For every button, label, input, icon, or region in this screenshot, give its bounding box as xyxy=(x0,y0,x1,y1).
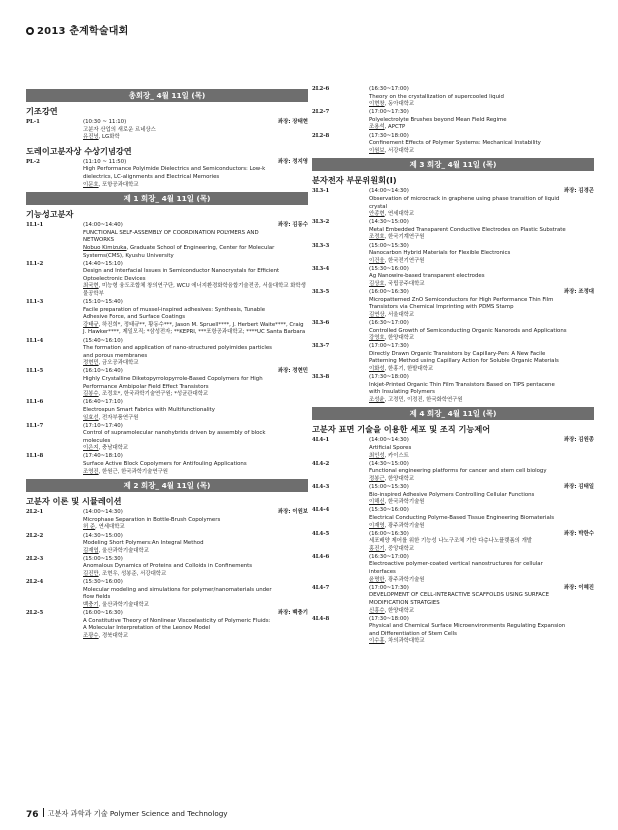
entry-time-row xyxy=(369,374,594,382)
entry-authors: 유진녕, LG화학 xyxy=(83,134,120,141)
program-entry xyxy=(312,133,594,156)
entry-code: 4L4-2 xyxy=(312,460,330,467)
presenter-name: 조광수 xyxy=(83,632,99,639)
entry-time-row xyxy=(83,423,308,431)
entry-title-line: Artificial Spores xyxy=(369,445,412,452)
program-entry xyxy=(26,261,308,299)
entry-authors: 이원보, 서강대학교 xyxy=(369,147,415,154)
entry-time: (17:30~18:00) xyxy=(369,132,409,139)
entry-code: 2L2-7 xyxy=(312,109,330,116)
entry-code: 1L1-2 xyxy=(26,260,44,267)
entry-title-line: Patterning Method using Capillary Action for Soluble Organic Materials xyxy=(369,358,559,365)
entry-code: 1L1-8 xyxy=(26,453,44,460)
entry-authors: 김상호, 국립공주대학교 xyxy=(369,280,425,287)
entry-time: (17:00~17:30) xyxy=(369,109,409,116)
program-entry xyxy=(312,616,594,646)
entry-time-row xyxy=(369,554,594,562)
presenter-name: 정봉근 xyxy=(369,475,385,482)
presenter-name: 유진녕 xyxy=(83,134,99,141)
presenter-name: 정현민 xyxy=(83,360,99,367)
chair-label: 좌장: 이원보 xyxy=(277,509,308,516)
entry-authors: 이은지, 충남대학교 xyxy=(83,445,129,452)
entry-time: (15:10~15:40) xyxy=(83,299,123,306)
entry-title-line: Micropatterned ZnO Semiconductors for High Performance Thin Film xyxy=(369,296,554,303)
footer-divider xyxy=(43,808,44,817)
program-entry xyxy=(312,86,594,109)
entry-title-line: Control of supramolecular nanohybrids driven by assembly of block xyxy=(83,430,266,437)
program-entry xyxy=(312,289,594,319)
presenter-name: 이문호 xyxy=(83,181,99,188)
section-title: 분자전자 부문위원회(I) xyxy=(312,175,397,186)
entry-time-row xyxy=(369,616,594,624)
entry-code: 4L4-3 xyxy=(312,484,330,491)
entry-title-line: Optoelectronic Devices xyxy=(83,275,146,282)
entry-title-line: interfaces xyxy=(369,569,396,576)
entry-title-line: Metal Embedded Transparent Conductive Electrodes on Plastic Substrate xyxy=(369,226,566,233)
program-entry xyxy=(26,579,308,609)
program-entry xyxy=(312,109,594,132)
entry-code: 2L2-5 xyxy=(26,609,44,616)
entry-time: (15:30~16:00) xyxy=(83,579,123,586)
entry-time: (16:00~16:30) xyxy=(369,289,409,296)
program-entry xyxy=(26,338,308,368)
entry-code: 3L3-7 xyxy=(312,343,330,350)
presenter-name: 백충기 xyxy=(83,601,99,608)
presenter-name: Nobuo Kimizuka xyxy=(83,244,127,251)
entry-code: 2L2-1 xyxy=(26,509,44,516)
entry-title-line: A Constitutive Theory of Nonlinear Viscoelasticity of Polymeric Fluids: xyxy=(83,617,271,624)
entry-time-row xyxy=(369,484,594,492)
entry-authors: 조정호, 한국기계연구원 xyxy=(369,234,425,241)
entry-time-row xyxy=(369,437,594,445)
entry-authors: 백충기, 울산과학기술대학교 xyxy=(83,601,149,608)
entry-title-line: Electrospun Smart Fabrics with Multifunctionality xyxy=(83,406,215,413)
presenter-name: 허 준 xyxy=(83,524,96,531)
entry-time-row xyxy=(369,289,594,297)
entry-title-line: Facile preparation of mussel-inspired adhesives: Synthesis, Tunable xyxy=(83,306,266,313)
entry-code: 3L3-3 xyxy=(312,242,330,249)
entry-title-line: with Insulating Polymers xyxy=(369,389,435,396)
presenter-name: 조성윤 xyxy=(369,396,385,403)
entry-title-line: Adhesive Force, and Surface Coatings xyxy=(83,314,186,321)
entry-time: (16:30~17:00) xyxy=(369,319,409,326)
entry-time-row xyxy=(369,266,594,274)
entry-code: 3L3-2 xyxy=(312,219,330,226)
chair-label: 좌장: 김동수 xyxy=(277,222,308,229)
program-entry xyxy=(312,585,594,615)
entry-time: (14:40~15:10) xyxy=(83,260,123,267)
chair-label: 좌장: 김태일 xyxy=(563,484,594,491)
entry-time-row xyxy=(369,133,594,141)
entry-title-line: Functional engineering platforms for cancer and stem cell biology xyxy=(369,468,547,475)
entry-time-row xyxy=(83,119,308,127)
entry-title-line: Polyelectrolyte Brushes beyond Mean Field Regime xyxy=(369,116,507,123)
entry-title-line: and Differentiation of Stem Cells xyxy=(369,630,457,637)
program-entry xyxy=(312,219,594,242)
presenter-name: 조용석 xyxy=(369,124,385,131)
session-banner: 제 1 회장_ 4월 11일 (목) xyxy=(26,192,308,205)
entry-authors: 강태규, 하진희*, 정태규**, 황동수***, Jason M. Spruell****, J. Herbert Waite****, Craig J. Hawker****, 제일모직; *삼성전자; **KEPRI, ***포항공과대학교; ****UC Santa Barbara xyxy=(83,321,306,336)
entry-code: 3L3-8 xyxy=(312,374,330,381)
presenter-name: 김봉수 xyxy=(83,391,99,398)
entry-time: (14:00~14:30) xyxy=(83,509,123,516)
entry-title-line: Modeling Short Polymers:An Integral Method xyxy=(83,540,204,547)
entry-title-line: Theory on the crystallization of supercooled liquid xyxy=(369,93,504,100)
entry-time: (16:40~17:10) xyxy=(83,399,123,406)
presenter-name: 김상호 xyxy=(369,280,385,287)
session-banner: 총회장_ 4월 11일 (목) xyxy=(26,89,308,102)
entry-time-row xyxy=(83,338,308,346)
entry-time-row xyxy=(83,509,308,517)
entry-code: 4L4-5 xyxy=(312,530,330,537)
presenter-name: 최국현 xyxy=(83,283,99,290)
entry-time: (16:30~17:00) xyxy=(369,553,409,560)
presenter-name: 강태규 xyxy=(83,321,99,328)
entry-title-line: Directly Drawn Organic Transistors by Capillary-Pen: A New Facile xyxy=(369,350,546,357)
section-title: 고분자 이론 및 시뮬레이션 xyxy=(26,496,122,507)
presenter-name: 조영진 xyxy=(83,468,99,475)
entry-code: 4L4-8 xyxy=(312,615,330,622)
entry-title-line: Microphase Separation in Bottle-Brush Copolymers xyxy=(83,516,221,523)
conference-title: 2013 춘계학술대회 xyxy=(37,26,129,37)
program-entry xyxy=(312,266,594,289)
entry-time: (16:30~17:00) xyxy=(369,86,409,92)
program-entry xyxy=(26,119,308,142)
section-title: 도레이고분자상 수상기념강연 xyxy=(26,145,132,156)
program-entry xyxy=(26,556,308,579)
program-entry xyxy=(312,507,594,530)
program-entry xyxy=(26,453,308,476)
entry-code: 1L1-5 xyxy=(26,368,44,375)
entry-code: 4L4-1 xyxy=(312,437,330,444)
presenter-name: 이현창 xyxy=(369,101,385,108)
entry-title-line: Controlled Growth of Semiconducting Organic Nanorods and Applications xyxy=(369,327,567,334)
entry-time: (14:00~14:30) xyxy=(369,437,409,444)
entry-time: (17:30~18:00) xyxy=(369,374,409,381)
page-number: 76 xyxy=(26,810,39,820)
presenter-name: 이해신 xyxy=(369,499,385,506)
entry-authors: 최국현, 미능형 융도조합체 창의연구단, WCU 에너지환경화학융합기술전공, 서울대학교 화학생물공학부 xyxy=(83,283,306,297)
entry-code: 3L3-6 xyxy=(312,319,330,326)
entry-time: (16:10~16:40) xyxy=(83,368,123,375)
program-entry xyxy=(312,461,594,484)
program-entry xyxy=(312,437,594,460)
entry-time-row xyxy=(369,109,594,117)
session-banner: 제 3 회장_ 4월 11일 (목) xyxy=(312,158,594,171)
program-entry xyxy=(26,368,308,398)
entry-code: PL-2 xyxy=(26,158,40,165)
entry-authors: 이수홍, 차의과학대학교 xyxy=(369,638,425,645)
entry-time: (17:00~17:30) xyxy=(369,343,409,350)
entry-authors: 김연상, 서울대학교 xyxy=(369,311,415,318)
chair-label: 좌장: 정현민 xyxy=(277,368,308,375)
entry-authors: 강영호, 한양대학교 xyxy=(369,335,415,342)
circle-bullet-icon xyxy=(26,27,34,35)
entry-time-row xyxy=(83,579,308,587)
presenter-name: 김재엽 xyxy=(83,547,99,554)
program-entry xyxy=(26,399,308,422)
entry-code: 4L4-7 xyxy=(312,584,330,591)
entry-title-line: dielectrics, LC-alignments and Electrical Memories xyxy=(83,173,220,180)
entry-title-line: Highly Crystalline Diketopyrrolopyrrole-Based Copolymers for High xyxy=(83,376,263,383)
presenter-name: 홍진기 xyxy=(369,545,385,552)
chair-label: 좌장: 백충기 xyxy=(277,609,308,616)
entry-title-line: Nanocarbon Hybrid Materials for Flexible Electronics xyxy=(369,250,511,257)
session-banner: 제 4 회장_ 4월 11일 (목) xyxy=(312,407,594,420)
entry-title-line: Physical and Chemical Surface Microenvironments Regulating Expansion xyxy=(369,623,566,630)
entry-time: (14:30~15:00) xyxy=(369,460,409,467)
presenter-name: 김진만 xyxy=(83,571,99,577)
entry-title-line: Performance Ambipolar Field Effect Transistors xyxy=(83,383,209,390)
entry-authors: 김재엽, 울산과학기술대학교 xyxy=(83,547,149,554)
entry-time-row xyxy=(83,222,308,230)
entry-title-line: crystal xyxy=(369,203,388,210)
entry-time-row xyxy=(83,399,308,407)
entry-time-row xyxy=(369,86,594,94)
presenter-name: 이원보 xyxy=(369,147,385,154)
entry-time: (15:00~15:30) xyxy=(83,555,123,562)
entry-time-row xyxy=(369,507,594,515)
program-entry xyxy=(312,531,594,554)
entry-code: PL-1 xyxy=(26,119,40,125)
presenter-name: 윤명한 xyxy=(369,576,385,583)
entry-authors: 이화성, 한홍기, 한밭대학교 xyxy=(369,366,434,372)
entry-time: (15:30~16:00) xyxy=(369,507,409,514)
program-entry xyxy=(312,554,594,584)
program-entry xyxy=(26,533,308,556)
entry-title-line: Ag Nanowire-based transparent electrodes xyxy=(369,273,485,280)
entry-authors: 정현민, 금오공과대학교 xyxy=(83,360,139,367)
entry-time-row xyxy=(369,188,594,196)
presenter-name: 강영호 xyxy=(369,335,385,342)
entry-title-line: Anomalous Dynamics of Proteins and Colloids in Confinements xyxy=(83,563,253,570)
entry-authors: 이건웅, 한국전기연구원 xyxy=(369,257,425,264)
entry-code: 1L1-6 xyxy=(26,399,44,406)
presenter-name: 이재영 xyxy=(369,522,385,529)
section-title: 기능성고분자 xyxy=(26,209,74,220)
entry-code: 3L3-5 xyxy=(312,289,330,296)
entry-code: 3L3-1 xyxy=(312,188,330,195)
entry-title-line: Electrical Conducting Polyme-Based Tissue Engineering Biomaterials xyxy=(369,514,555,521)
entry-title-line: FUNCTIONAL SELF-ASSEMBLY OF COORDINATION POLYMERS AND xyxy=(83,229,259,236)
entry-time-row xyxy=(369,531,594,539)
entry-time: (14:00~14:30) xyxy=(369,188,409,195)
entry-time-row xyxy=(83,453,308,461)
entry-title-line: Inkjet-Printed Organic Thin Film Transistors Based on TIPS pentacene xyxy=(369,381,555,388)
entry-time-row xyxy=(369,461,594,469)
program-entry xyxy=(26,159,308,189)
chair-label: 좌장: 김원종 xyxy=(563,437,594,444)
session-banner: 제 2 회장_ 4월 11일 (목) xyxy=(26,479,308,492)
entry-title-line: Transistors via Chemical Imprinting with PDMS Stamp xyxy=(369,304,514,311)
entry-authors: 정봉근, 한양대학교 xyxy=(369,475,415,482)
entry-time: (15:00~15:30) xyxy=(369,484,409,491)
entry-authors: 이현창, 동아대학교 xyxy=(369,101,415,108)
entry-time-row xyxy=(83,368,308,376)
presenter-name: 김연상 xyxy=(369,311,385,318)
chair-label: 좌장: 김경곤 xyxy=(563,188,594,195)
chair-label: 좌장: 정지영 xyxy=(277,158,308,165)
entry-title-line: Bio-inspired Adhesive Polymers Controlling Cellular Functions xyxy=(369,491,535,498)
entry-title-line: Electroactive polymer-coated vertical nanostructures for cellular xyxy=(369,561,543,568)
section-title: 고분자 표면 기술을 이용한 세포 및 조직 기능제어 xyxy=(312,424,491,435)
page-footer xyxy=(26,808,596,820)
entry-code: 1L1-1 xyxy=(26,222,44,229)
entry-title-line: NETWORKS xyxy=(83,237,115,244)
entry-authors: 조광수, 경북대학교 xyxy=(83,632,129,639)
entry-code: 2L2-3 xyxy=(26,555,44,562)
entry-title-line: molecules xyxy=(83,437,111,444)
entry-authors: 조성윤, 고정민, 이정진, 한국화학연구원 xyxy=(369,396,463,403)
entry-authors: 홍진기, 중앙대학교 xyxy=(369,545,415,552)
program-entry xyxy=(312,374,594,404)
program-entry xyxy=(312,188,594,218)
presenter-name: 이화성 xyxy=(369,366,385,372)
entry-time: (16:00~16:30) xyxy=(83,609,123,616)
left-column xyxy=(26,86,308,641)
entry-code: 1L1-4 xyxy=(26,337,44,344)
entry-authors: 허 준, 연세대학교 xyxy=(83,524,125,531)
presenter-name: 최인성 xyxy=(369,452,385,459)
entry-title-line: Confinement Effects of Polymer Systems: Mechanical Instability xyxy=(369,140,541,147)
entry-title-line: flow fields xyxy=(83,594,111,601)
chair-label: 좌장: 박한수 xyxy=(563,530,594,537)
entry-time-row xyxy=(83,159,308,167)
entry-time: (17:00~17:30) xyxy=(369,584,409,591)
entry-authors: 김봉수, 조정호*, 한국과학기술연구원; *성균관대학교 xyxy=(83,391,209,398)
entry-time-row xyxy=(369,243,594,251)
entry-time: (14:30~15:00) xyxy=(83,532,123,539)
program-entry xyxy=(312,484,594,507)
entry-time: (15:30~16:00) xyxy=(369,265,409,272)
program-entry xyxy=(26,509,308,532)
entry-title-line: High Performance Polyimide Dielectrics and Semiconductors: Low-k xyxy=(83,166,266,173)
program-entry xyxy=(312,243,594,266)
entry-code: 2L2-6 xyxy=(312,86,330,92)
section-title: 기조강연 xyxy=(26,106,58,116)
entry-time: (11:10 ~ 11:50) xyxy=(83,158,127,165)
entry-title-line: MODIFICATION STRATGIES xyxy=(369,599,440,606)
entry-title-line: Observation of microcrack in graphene using phase transition of liquid xyxy=(369,195,560,202)
entry-authors: 이재영, 광주과학기술원 xyxy=(369,522,425,529)
right-column xyxy=(312,86,594,647)
entry-time-row xyxy=(369,219,594,227)
program-entry xyxy=(26,423,308,453)
entry-title-line: and porous membranes xyxy=(83,352,148,359)
entry-authors: 최인성, 카이스트 xyxy=(369,452,409,459)
entry-code: 3L3-4 xyxy=(312,265,330,272)
presenter-name: 이수홍 xyxy=(369,638,385,645)
entry-time-row xyxy=(369,585,594,593)
chair-label: 좌장: 장태현 xyxy=(277,119,308,125)
entry-time-row xyxy=(83,299,308,307)
entry-time-row xyxy=(83,533,308,541)
entry-time: (15:40~16:10) xyxy=(83,337,123,344)
program-entry xyxy=(26,222,308,260)
entry-code: 4L4-6 xyxy=(312,553,330,560)
entry-title-line: 고분자 산업의 새로운 르네상스 xyxy=(83,126,156,133)
entry-authors: 이문호, 포항공과대학교 xyxy=(83,181,139,188)
entry-authors: 조용석, APCTP xyxy=(369,124,406,131)
journal-name: 고분자 과학과 기술 Polymer Science and Technology xyxy=(47,809,228,818)
entry-time: (15:00~15:30) xyxy=(369,242,409,249)
entry-title-line: Molecular modeling and simulations for polymer/nanomaterials under xyxy=(83,586,272,593)
page-header xyxy=(26,22,128,37)
entry-authors: 김진만, 조현우, 성봉준, 서강대학교 xyxy=(83,571,167,577)
entry-time: (17:10~17:40) xyxy=(83,422,123,429)
entry-time: (10:30 ~ 11:10) xyxy=(83,119,127,125)
chair-label: 좌장: 조정대 xyxy=(563,289,594,296)
program-entry xyxy=(26,299,308,337)
entry-title-line: A Molecular Interpretation of the Leonov Model xyxy=(83,625,211,632)
entry-time-row xyxy=(83,261,308,269)
program-entry xyxy=(312,343,594,373)
entry-time: (14:30~15:00) xyxy=(369,219,409,226)
entry-time: (16:00~16:30) xyxy=(369,530,409,537)
entry-code: 2L2-2 xyxy=(26,532,44,539)
entry-time-row xyxy=(369,343,594,351)
entry-authors: 신흥수, 한양대학교 xyxy=(369,607,415,614)
entry-title-line: 세포배양 제어를 위한 기능성 나노구조체 기반 다층나노플랫폼의 개발 xyxy=(369,538,533,545)
entry-title-line: Surface Active Block Copolymers for Antifouling Applications xyxy=(83,461,247,468)
entry-code: 4L4-4 xyxy=(312,507,330,514)
entry-time: (14:00~14:40) xyxy=(83,222,123,229)
entry-code: 1L1-7 xyxy=(26,422,44,429)
presenter-name: 조정호 xyxy=(369,234,385,241)
entry-title-line: Design and Interfacial Issues in Semiconductor Nanocrystals for Efficient xyxy=(83,268,280,275)
entry-time-row xyxy=(83,610,308,618)
entry-title-line: DEVELOPMENT OF CELL-INTERACTIVE SCAFFOLDS USING SURFACE xyxy=(369,592,549,599)
presenter-name: 이건웅 xyxy=(369,257,385,264)
program-entry xyxy=(26,610,308,640)
entry-authors: 이해신, 한국과학기술원 xyxy=(369,499,425,506)
entry-code: 2L2-4 xyxy=(26,579,44,586)
entry-authors: Nobuo Kimizuka, Graduate School of Engineering, Center for Molecular Systems(CMS), Kyushu University xyxy=(83,244,275,259)
entry-code: 2L2-8 xyxy=(312,132,330,139)
entry-time: (17:30~18:00) xyxy=(369,615,409,622)
entry-authors: 윤명한, 광주과학기술원 xyxy=(369,576,425,583)
presenter-name: 신흥수 xyxy=(369,607,385,614)
entry-time-row xyxy=(83,556,308,564)
presenter-name: 임효선 xyxy=(83,414,99,421)
chair-label: 좌장: 이혜진 xyxy=(563,584,594,591)
entry-time: (17:40~18:10) xyxy=(83,453,123,460)
entry-code: 1L1-3 xyxy=(26,299,44,306)
entry-title-line: The formation and application of nano-structured polyimides particles xyxy=(83,345,272,352)
entry-authors: 임효선, 전자부품연구원 xyxy=(83,414,139,421)
entry-time-row xyxy=(369,320,594,328)
presenter-name: 안종현 xyxy=(369,211,385,218)
program-entry xyxy=(312,320,594,343)
entry-authors: 조영진, 한원근, 한국과학기술연구원 xyxy=(83,468,168,475)
presenter-name: 이은지 xyxy=(83,445,99,452)
entry-authors: 안종현, 연세대학교 xyxy=(369,211,415,218)
